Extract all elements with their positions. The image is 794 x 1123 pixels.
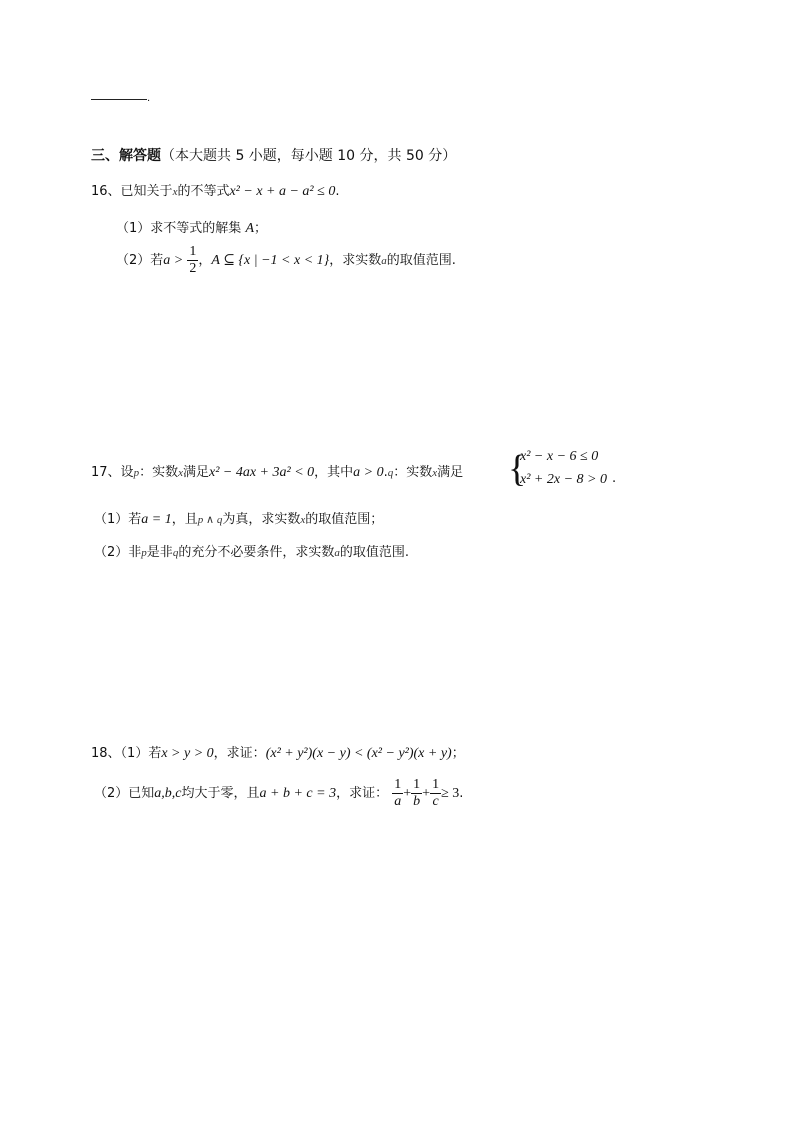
q16-inequality: x² − x + a − a² ≤ 0 — [229, 184, 336, 199]
q17-part1: （1）若a = 1，且p ∧ q为真，求实数x的取值范围； — [94, 512, 384, 527]
q18-part2: （2）已知a,b,c均大于零，且a + b + c = 3，求证： $\frac{1}{a}$ + $\frac{1}{b}$ + $\frac{1}{c}$ ≥ 3. — [94, 777, 464, 809]
q18-inequality: (x² + y²)(x − y) < (x² − y²)(x + y) — [265, 746, 452, 761]
q16-part2: （2）若a > $\frac{1}{2}$ ，A ⊆ {x | −1 < x < 1}，求实数a的取值范围. — [116, 244, 456, 276]
q17-inequality: x² − 4ax + 3a² < 0 — [208, 465, 315, 480]
q16-stem: 16、已知关于x的不等式x² − x + a − a² ≤ 0. — [91, 184, 340, 199]
q17-stem: 17、设p：实数x满足x² − 4ax + 3a² < 0，其中a > 0.q：实数x满足 — [91, 465, 464, 480]
q18-part1: 18、（1）若x > y > 0，求证：(x² + y²)(x − y) < (x² − y²)(x + y)； — [91, 746, 465, 761]
q16-subset-condition: A ⊆ {x | −1 < x < 1} — [211, 253, 330, 268]
section-description: （本大题共 5 小题，每小题 10 分，共 50 分） — [161, 148, 457, 164]
q16-part1: （1）求不等式的解集 A； — [116, 221, 268, 236]
answer-blank-line — [91, 99, 147, 100]
system-line-2: x² + 2x − 8 > 0 — [520, 472, 607, 487]
q17-inequality-system: { x² − x − 6 ≤ 0 x² + 2x − 8 > 0 . — [508, 448, 617, 490]
system-line-1: x² − x − 6 ≤ 0 — [520, 449, 599, 464]
section-heading — [91, 145, 456, 165]
fraction-one-over-a: $\frac{1}{a}$ — [394, 777, 402, 809]
answer-blank-dot: . — [147, 93, 151, 104]
q17-part2: （2）非p是非q的充分不必要条件，求实数a的取值范围. — [94, 545, 409, 560]
fraction-one-over-b: $\frac{1}{b}$ — [413, 777, 421, 809]
left-brace-icon: { — [508, 448, 527, 490]
fraction-one-over-c: $\frac{1}{c}$ — [432, 777, 440, 809]
section-title: 三、解答题 — [91, 148, 161, 164]
fraction-one-half: $\frac{1}{2}$ — [189, 244, 197, 276]
